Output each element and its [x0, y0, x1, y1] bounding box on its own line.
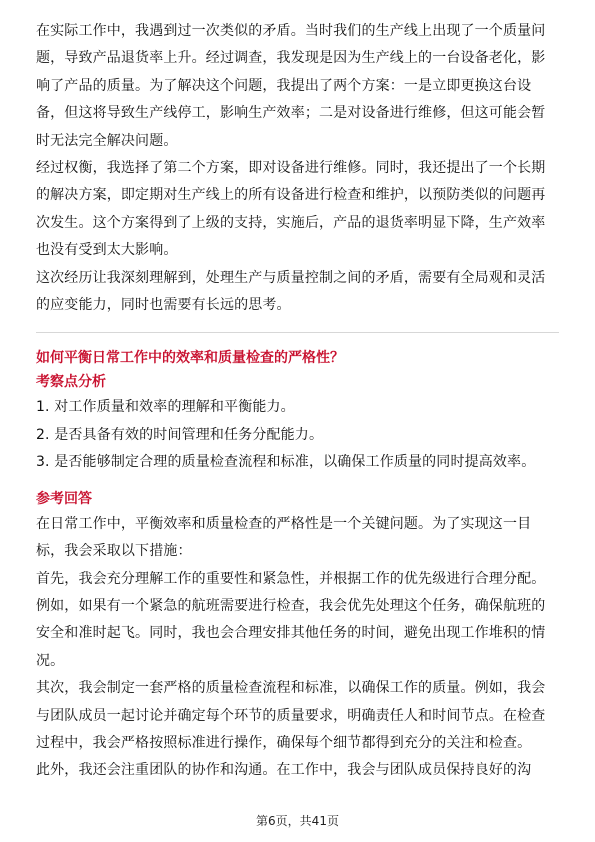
text-line: 过程中，我会严格按照标准进行操作，确保每个细节都得到充分的关注和检查。 — [36, 734, 532, 751]
text-line: 的应变能力，同时也需要有长远的思考。 — [36, 297, 291, 314]
answer-paragraph — [36, 757, 559, 784]
text-line: 与团队成员一起讨论并确定每个环节的质量要求，明确责任人和时间节点。在检查 — [36, 707, 546, 724]
text-line: 的解决方案，即定期对生产线上的所有设备进行检查和维护，以预防类似的问题再 — [36, 187, 546, 204]
analysis-list — [36, 394, 559, 476]
paragraph — [36, 18, 559, 155]
text-line: 备，但这将导致生产线停工，影响生产效率；二是对设备进行维修，但这可能会暂 — [36, 105, 546, 122]
analysis-heading: 考察点分析 — [36, 374, 106, 391]
intro-section — [36, 18, 559, 319]
analysis-point: 3. 是否能够制定合理的质量检查流程和标准，以确保工作质量的同时提高效率。 — [36, 454, 536, 471]
document-page — [36, 18, 559, 785]
text-line: 在日常工作中，平衡效率和质量检查的严格性是一个关键问题。为了实现这一目 — [36, 515, 532, 532]
text-line: 例如，如果有一个紧急的航班需要进行检查，我会优先处理这个任务，确保航班的 — [36, 597, 546, 614]
answer-paragraph — [36, 675, 559, 757]
paragraph — [36, 265, 559, 320]
text-line: 此外，我还会注重团队的协作和沟通。在工作中，我会与团队成员保持良好的沟 — [36, 762, 532, 779]
text-line: 在实际工作中，我遇到过一次类似的矛盾。当时我们的生产线上出现了一个质量问 — [36, 23, 546, 39]
text-line: 首先，我会充分理解工作的重要性和紧急性，并根据工作的优先级进行合理分配。 — [36, 570, 546, 587]
answer-paragraph — [36, 566, 559, 676]
text-line: 安全和准时起飞。同时，我也会合理安排其他任务的时间，避免出现工作堆积的情 — [36, 625, 546, 642]
section-divider — [36, 332, 559, 333]
text-line: 标，我会采取以下措施： — [36, 543, 192, 560]
paragraph — [36, 155, 559, 265]
question-heading: 如何平衡日常工作中的效率和质量检查的严格性？ — [36, 350, 344, 367]
text-line: 响了产品的质量。为了解决这个问题，我提出了两个方案：一是立即更换这台设 — [36, 77, 532, 94]
text-line: 次发生。这个方案得到了上级的支持，实施后，产品的退货率明显下降，生产效率 — [36, 214, 546, 231]
analysis-point: 2. 是否具备有效的时间管理和任务分配能力。 — [36, 426, 324, 443]
answer-heading: 参考回答 — [36, 490, 92, 507]
analysis-point: 1. 对工作质量和效率的理解和平衡能力。 — [36, 399, 295, 416]
answer-section — [36, 511, 559, 785]
text-line: 经过权衡，我选择了第二个方案，即对设备进行维修。同时，我还提出了一个长期 — [36, 160, 546, 177]
text-line: 题，导致产品退货率上升。经过调查，我发现是因为生产线上的一台设备老化，影 — [36, 50, 546, 67]
text-line: 也没有受到太大影响。 — [36, 242, 178, 259]
text-line: 况。 — [36, 652, 65, 669]
answer-paragraph — [36, 511, 559, 566]
text-line: 其次，我会制定一套严格的质量检查流程和标准，以确保工作的质量。例如，我会 — [36, 680, 546, 697]
page-footer: 第6页，共41页 — [256, 814, 339, 828]
text-line: 这次经历让我深刻理解到，处理生产与质量控制之间的矛盾，需要有全局观和灵活 — [36, 269, 546, 286]
text-line: 时无法完全解决问题。 — [36, 132, 178, 149]
